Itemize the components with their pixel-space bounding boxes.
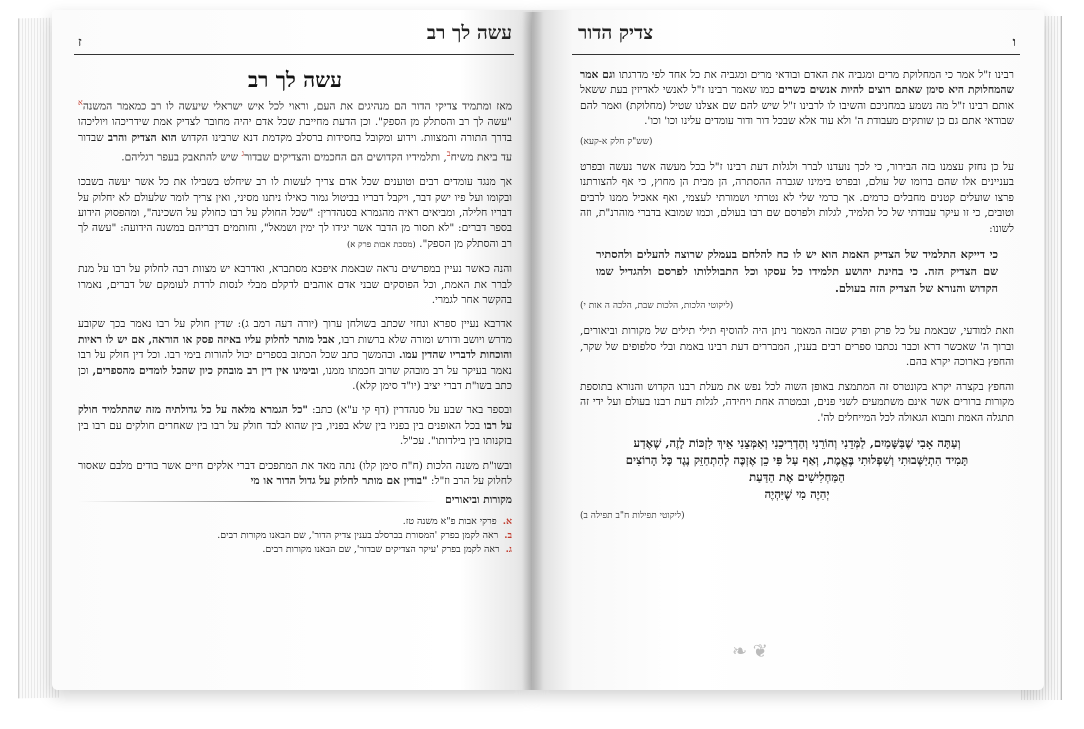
left-paragraph-1: מאז ומתמיד צדיקי הדור הם מנהיגים את העם, וראוי לכל איש ישראלי שיעשה לו רב כמאמר המשנה$^א$ "עשה לך רב והסתלק מן הספק". וכן הדעת מחייבת שכל אדם יהיה מחובר לצדיק אמת שידריכהו ויוליכהו בדרך התורה והמצוות. וידוע ומקובל בחסידות ברסלב מקדמת דנא שרבינו הקדוש הוא הצדיק והרב שבדור עד ביאת משיח$^ב$, ותלמידיו הקדושים הם החכמים והצדיקים שבדור$^ג$ שיש להתאבק בעפר רגליהם.	[78, 98, 512, 164]
left-content	[78, 67, 512, 557]
left-page-number: ז	[78, 35, 82, 50]
block-quote: כי דייקא התלמיד של הצדיק האמת הוא יש לו כח להלחם בעמלק שרוצה להעלים ולהסתיר שם הצדיק הזה. כי בחינת יהושע תלמידו כל עסקו וכל התבוללותו לפרסם ולהגדיל שמו הקדוש והנורא של הצדיק הזה בעולם.	[596, 247, 998, 296]
flourish-ornament-icon: ❦ ❧	[732, 641, 768, 662]
quote-reference: (ליקוטי הלכות, הלכות שבת, הלכה ה אות י)	[580, 301, 734, 312]
right-running-head: צדיק הדור	[578, 22, 654, 44]
right-head-rule	[572, 54, 1020, 55]
footnotes	[78, 515, 512, 557]
left-running-head: עשה לך רב	[426, 22, 512, 44]
footnote-mark[interactable]: א	[78, 98, 83, 108]
footnote-item: ב. ראה לקמן בפרק 'המסורת בברסלב בענין צדיק הדור', שם הבאנו מקורות רבים.	[217, 529, 512, 541]
prayer-block: וְעַתָּה אָבִי שֶׁבַּשָּׁמַיִם, לַמְּדֵנִי וְהוֹרֵנִי וְהַדְרִיכֵנִי וְאַמְּצֵנִי אֵיךְ לִזְכּוֹת לָזֶה, שֶׁאֶדַע תָּמִיד הִתְיַשְּׁבוּתִי וְשִׁפְלוּתִי בֶּאֱמֶת, וְאַף עַל פִּי כֵן אֶזְכֶּה לְהִתְחַזֵּק נֶגֶד כָּל הָרוֹצִים הַמַּחְלִישִׁים אֶת הַדַּעַת יְהִיֶה מִי שֶׁיִּהְיֶה	[625, 435, 969, 501]
right-paragraph-1: רבינו ז"ל אמר כי המחלוקת מרים ומגביה את האדם ובודאי מרים ומגביה את כל אחד לפי מדרגתו וגם אמר שהמחלוקת היא סימן שאתם רוצים להיות אנשים כשרים כמו שאמר רבינו ז"ל לאנשי לאדיזין בעת ששאל אותם רבינו ז"ל מה נשמע במחניכם והשיבו לו לרבינו ז"ל שיש להם שם אצלנו שטיל (מחלוקת) ואמר להם שבודאי אתם גם כן שותקים מעבודת ה' ולא עוד אלא שבכל דור ודור עומדים עלינו וכו' וכו'.	[580, 69, 1014, 128]
book-gutter-shadow	[522, 12, 544, 690]
left-paragraph-5: ובספר באר שבע על סנהדרין (דף קי ע"א) כתב: "כל הגמרא מלאה על כל גדולתיה מזה שהתלמיד חולק על רבו בכל האופנים בין בפניו בין שלא בפניו, בין שהוא לבד חולק על רבו בין שאחרים חולקים עם רבו בין בזקנותו בין בילדותו". עכ"ל.	[78, 404, 512, 448]
right-content	[580, 68, 1014, 534]
left-paragraph-3: והנה כאשר נעיין במפרשים נראה שבאמת איפכא מסתברא, ואדרבא יש מצוות רבה לחלוק על רבו על מנת לברר את האמת, וכל הפוסקים שבני אדם אוהבים לדקלם מבלי לנסות לרדת לעומקם של דברים, נאמרו בהקשר אחר לגמרי.	[78, 263, 512, 306]
chapter-title: עשה לך רב	[247, 67, 343, 92]
left-paragraph-2: אך מנגד עומדים רבים וטוענים שכל אדם צריך לעשות לו רב שיחלט בשבילו את כל אשר יעשה בשבכו ובקומו ועל פיו ישק דבר, ויקבל דבריו בביטול גמור כאילו ניתנו מסיני, ואין צריך לומר שלעולם לא יחלוק על דבריו חלילה, ומביאים ראיה מהגמרא בסנהדרין: "שכל החולק על רבו כחולק על השכינה", ומהפסוק הידוע בספר דברים: "לא תסור מן הדבר אשר יגידו לך ימין ושמאל", וחותמים דבריהם במשנה הידועה: "עשה לך רב והסתלק מן הספק". (מסכת אבות פרק א)	[78, 176, 512, 250]
right-paragraph-3: וזאת למודעי, שבאמת על כל פרק ופרק שבזה המאמר ניתן היה להוסיף תילי תילים של מקורות וביאורים, וברוך ה' שאכשר דרא וכבר נכתבו ספרים רבים בענין, המבררים דעת רבינו באמת ובלי סלפופים של שקר, והחפץ בארוכה יקרא בהם.	[580, 325, 1014, 369]
footnote-mark[interactable]: ב	[446, 149, 451, 159]
left-head-rule	[74, 54, 514, 55]
right-page-number: ו	[1012, 35, 1016, 50]
footnote-item: א. פרקי אבות פ"א משנה טז.	[402, 515, 512, 527]
left-paragraph-6: ובשו"ת משנה הלכות (ח"ח סימן קלו) נתה מאד את המתפכים דברי אלקים חיים אשר בודים מלבם שאסור לחלוק על הרב וז"ל: "בודין אם מותר לחלוק על גדול הדור או מי	[78, 459, 512, 487]
footnote-mark[interactable]: ג	[241, 149, 245, 159]
sources-divider	[78, 493, 512, 508]
left-page	[52, 10, 532, 690]
right-paragraph-2: על כן נחזק עצמנו בזה הבירור, כי לכך נועדנו לברר ולגלות דעת רבינו ז"ל בכל מעשה אשר נעשה ובפרט בעניינים אלו שהם ברומו של עולם, ובפרט בימינו שגברה ההסתרה, הן מבית הן מחוץ, כי אף להצורתנו פרצו שועלים קטנים מחבלים כרמים. אך כרמי שלי לא נטרתי ושמורתי לעצמי, ואף אאכיל ממנו לרבים וטובים, כי זו עיקר עבודתי של כל תלמיד, לגלות ולפרסם שם רבו בעולם, וכמו שמובא בדברי מוהרנ"ת, וזה לשונו:	[580, 161, 1014, 235]
sources-label: מקורות וביאורים	[445, 494, 512, 507]
right-paragraph-4: והחפץ בקצרה יקרא בקונטרס זה המתמצת באופן השוה לכל נפש את מעלת רבנו הקדוש והנורא בתוספת מקורות ברורים אשר אינם משתמעים לשני פנים, ובמטרה אחת ויחידה, לגלות דעת רבנו בעולם ועל ידי זה תתגלה האמת ותבוא הגאולה לכל המייחלים לה'.	[580, 380, 1014, 424]
right-page	[532, 10, 1044, 690]
prayer-reference: (ליקוטי תפילות ח"ב תפילה ב)	[580, 510, 685, 521]
source-reference: (שש"ק חלק א-קעא)	[580, 136, 653, 147]
footnote-item: ג. ראה לקמן בפרק 'עיקר הצדיקים שבדור', שם הבאנו מקורות רבים.	[262, 543, 512, 555]
left-paragraph-4: אדרבא נעיין ספרא ונחזי שכתב בשולחן ערוך (יורה דעה רמב ג): שדין חולק על רבו נאמר בכך שקובע מדרש ויושב ודורש ומורה שלא ברשות רבו, אבל מותר לחלוק עליו באיזה פסק או הוראה, אם יש לו ראיות והוכחות לדבריו שהדין עמו. ובהמשך כתב שכל הכתוב בספרים יכול להורות בימי רבו. וכל דין חולק על רבו נאמר בעיקר על רב מובהק שרוב חכמתו ממנו, ובימינו אין דין רב מובהק כיון שהכל לומדים מהספרים, וכן כתב בשו"ת דברי יציב (יו"ד סימן קלא).	[78, 318, 512, 392]
